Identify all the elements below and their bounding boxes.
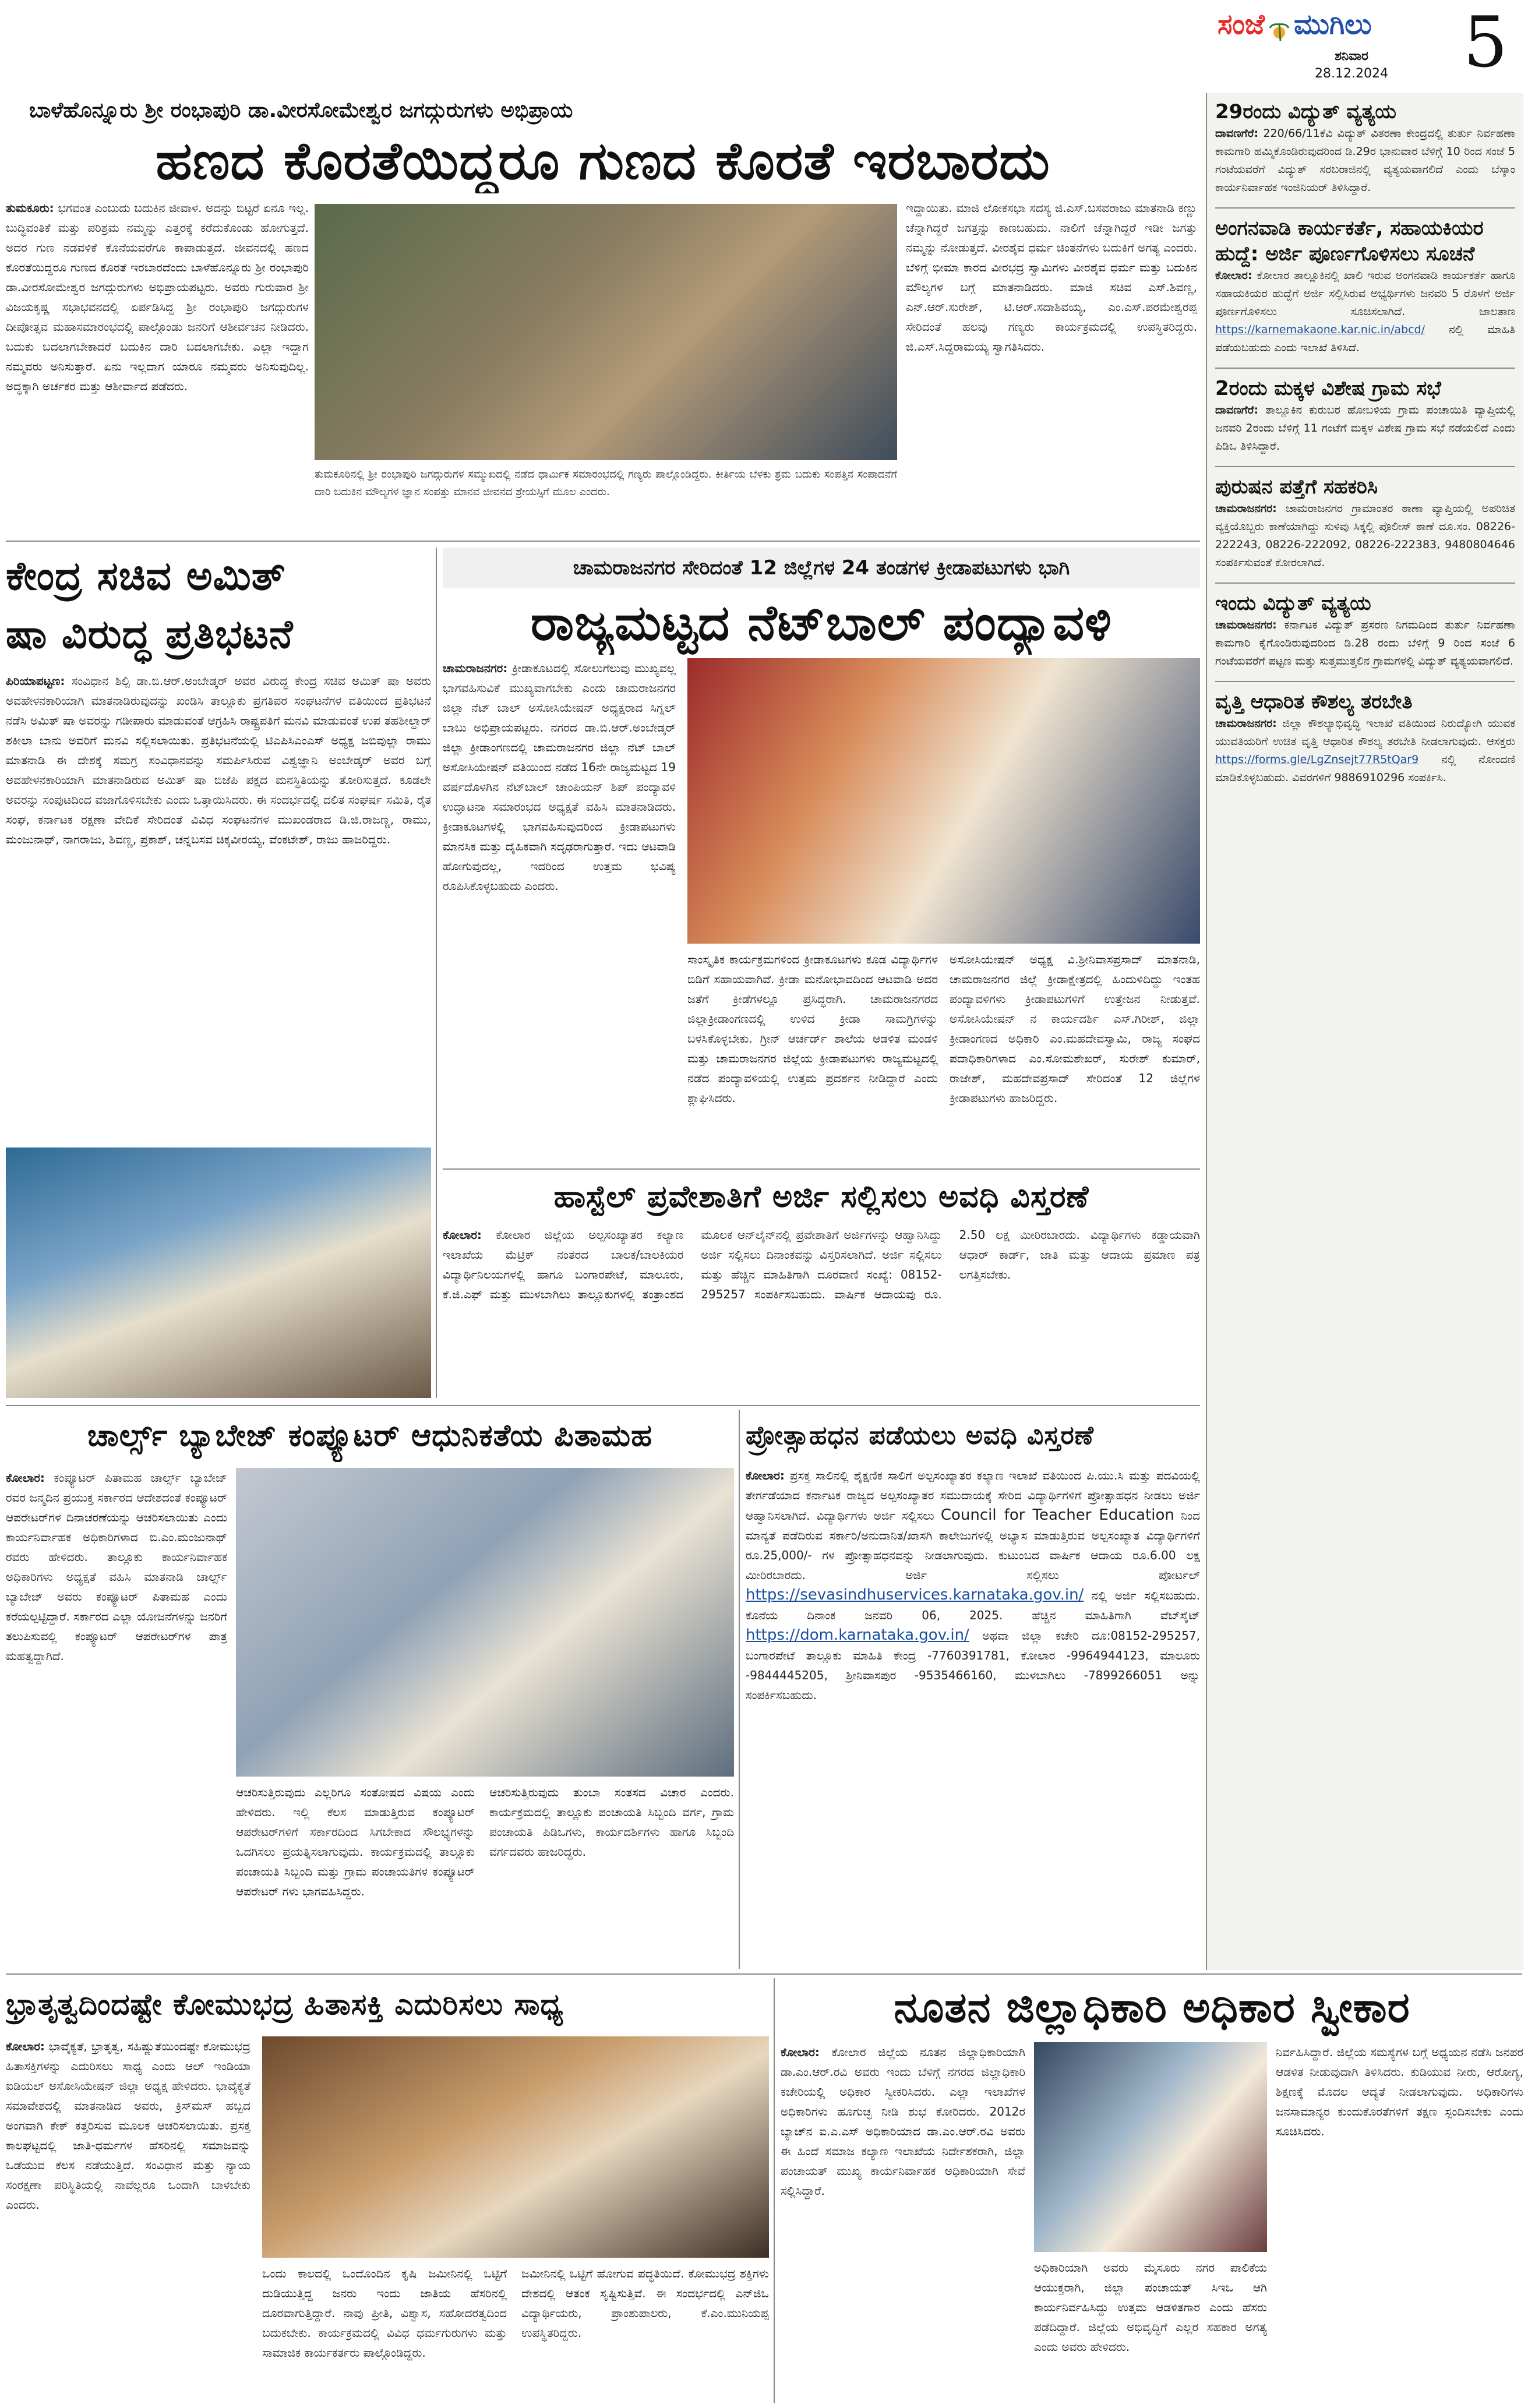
sidebar-item-dateline: ದಾವಣಗೆರೆ: xyxy=(1215,127,1259,140)
story6-link-dom[interactable]: https://dom.karnataka.gov.in/ xyxy=(746,1626,969,1644)
story3-col1-text: ಕ್ರೀಡಾಕೂಟದಲ್ಲಿ ಸೋಲುಗೆಲುವು ಮುಖ್ಯವಲ್ಲ ಭಾಗವಹಿಸುವಿಕೆ ಮುಖ್ಯವಾಗಬೇಕು ಎಂದು ಚಾಮರಾಜನಗರ ಜಿಲ್ಲಾ ನೆಟ್ ಬಾಲ್ ಅಸೋಸಿಯೇಷನ್ ಅಧ್ಯಕ್ಷರಾದ ಸಿಗ್ನಲ್ ಬಾಬು ಅಭಿಪ್ರಾಯಪಟ್ಟರು. ನಗರದ ಡಾ.ಬಿ.ಆರ್.ಅಂಬೇಡ್ಕರ್ ಜಿಲ್ಲಾ ಕ್ರೀಡಾಂಗಣದಲ್ಲಿ ಚಾಮರಾಜನಗರ ಜಿಲ್ಲಾ ನೆಟ್ ಬಾಲ್ ಅಸೋಸಿಯೇಷನ್ ವತಿಯಿಂದ ನಡೆದ 16ನೇ ರಾಜ್ಯಮಟ್ಟದ 19 ವರ್ಷದೊಳಗಿನ ನೆಟ್‌ಬಾಲ್ ಚಾಂಪಿಯನ್ ಶಿಪ್ ಪಂದ್ಯಾವಳಿ ಉದ್ಘಾಟನಾ ಸಮಾರಂಭದ ಅಧ್ಯಕ್ಷತೆ ವಹಿಸಿ ಮಾತನಾಡಿದರು. ಕ್ರೀಡಾಕೂಟಗಳಲ್ಲಿ ಭಾಗವಹಿಸುವುದರಿಂದ ಕ್ರೀಡಾಪಟುಗಳು ಮಾನಸಿಕ ಮತ್ತು ದೈಹಿಕವಾಗಿ ಸದೃಢರಾಗುತ್ತಾರೆ. ಇದು ಆಟವಾಡಿ ಹೋಗುವುದಲ್ಲ, ಇದರಿಂದ ಉತ್ತಮ ಭವಿಷ್ಯ ರೂಪಿಸಿಕೊಳ್ಳಬಹುದು ಎಂದರು. xyxy=(443,661,676,893)
logo-part1: ಸಂಜೆ xyxy=(1218,8,1265,41)
story6-council: Council for Teacher Education xyxy=(940,1506,1174,1524)
story7-col2: ಒಂದು ಕಾಲದಲ್ಲಿ ಒಂದೊಂದಿನ ಕೃಷಿ ಜಮೀನಿನಲ್ಲಿ ಒಟ್ಟಿಗೆ ದುಡಿಯುತ್ತಿದ್ದ ಜನರು ಇಂದು ಜಾತಿಯ ಹೆಸರಿನಲ್ಲಿ ದೂರವಾಗುತ್ತಿದ್ದಾರೆ. ನಾವು ಪ್ರೀತಿ, ವಿಶ್ವಾಸ, ಸಹೋದರತ್ವದಿಂದ ಬದುಕಬೇಕು. ಕಾರ್ಯಕ್ರಮದಲ್ಲಿ ವಿವಿಧ ಧರ್ಮಗುರುಗಳು ಮತ್ತು ಸಾಮಾಜಿಕ ಕಾರ್ಯಕರ್ತರು ಪಾಲ್ಗೊಂಡಿದ್ದರು. xyxy=(262,2266,507,2360)
sidebar-item-skill-training xyxy=(1215,689,1515,787)
story5-dateline: ಕೋಲಾರ: xyxy=(6,1471,45,1485)
sidebar-divider xyxy=(1215,582,1515,584)
sidebar-divider xyxy=(1215,466,1515,467)
story3-photo xyxy=(687,658,1200,944)
story5-col2: ಆಚರಿಸುತ್ತಿರುವುದು ಎಲ್ಲರಿಗೂ ಸಂತೋಷದ ವಿಷಯ ಎಂದು ಹೇಳಿದರು. ಇಲ್ಲಿ ಕೆಲಸ ಮಾಡುತ್ತಿರುವ ಕಂಪ್ಯೂಟರ್ ಆಪರೇಟರ್‌ಗಳಿಗೆ ಸರ್ಕಾರದಿಂದ ಸಿಗಬೇಕಾದ ಸೌಲಭ್ಯಗಳನ್ನು ಒದಗಿಸಲು ಪ್ರಯತ್ನಿಸಲಾಗುವುದು. ಕಾರ್ಯಕ್ರಮದಲ್ಲಿ ತಾಲ್ಲೂಕು ಪಂಚಾಯತಿ ಸಿಬ್ಬಂದಿ ಮತ್ತು ಗ್ರಾಮ ಪಂಚಾಯತಿಗಳ ಕಂಪ್ಯೂಟರ್ ಆಪರೇಟರ್ ಗಳು ಭಾಗವಹಿಸಿದ್ದರು. xyxy=(236,1785,475,1898)
sidebar-item-title: ಅಂಗನವಾಡಿ ಕಾರ್ಯಕರ್ತೆ, ಸಹಾಯಕಿಯರ ಹುದ್ದೆ: ಅರ್ಜಿ ಪೂರ್ಣಗೊಳಿಸಲು ಸೂಚನೆ xyxy=(1215,217,1484,266)
story2-photo xyxy=(6,1147,431,1398)
masthead-day: ಶನಿವಾರ xyxy=(1335,49,1368,63)
story4-body xyxy=(443,1225,1200,1400)
story7-headline: ಭ್ರಾತೃತ್ವದಿಂದಷ್ಟೇ ಕೋಮುಭದ್ರ ಹಿತಾಸಕ್ತಿ ಎದುರಿಸಲು ಸಾಧ್ಯ xyxy=(6,1987,564,2021)
story6-headline: ಪ್ರೋತ್ಸಾಹಧನ ಪಡೆಯಲು ಅವಧಿ ವಿಸ್ತರಣೆ xyxy=(746,1421,1094,1450)
sidebar-item-anganwadi xyxy=(1215,216,1515,357)
story1-dateline: ತುಮಕೂರು: xyxy=(6,201,54,215)
sidebar-item-text: ಚಾಮರಾಜನಗರ ಗ್ರಾಮಾಂತರ ಠಾಣಾ ವ್ಯಾಪ್ತಿಯಲ್ಲಿ ಅಪರಿಚಿತ ವ್ಯಕ್ತಿಯೊಬ್ಬರು ಕಾಣೆಯಾಗಿದ್ದು ಸುಳಿವು ಸಿಕ್ಕಲ್ಲಿ ಪೊಲೀಸ್ ಠಾಣೆ ದೂ.ಸಂ. 08226-222243, 08226-222092, 08226-222383, 9480804646 ಸಂಪರ್ಕಿಸುವಂತೆ ಕೋರಲಾಗಿದೆ. xyxy=(1215,502,1515,569)
story2-body xyxy=(6,671,431,1137)
story3-dateline: ಚಾಮರಾಜನಗರ: xyxy=(443,661,508,675)
story4-headline: ಹಾಸ್ಟೆಲ್ ಪ್ರವೇಶಾತಿಗೆ ಅರ್ಜಿ ಸಲ್ಲಿಸಲು ಅವಧಿ ವಿಸ್ತರಣೆ xyxy=(553,1180,1089,1214)
sidebar-item-body xyxy=(1215,125,1515,197)
sidebar-item-dateline: ಚಾಮರಾಜನಗರ: xyxy=(1215,619,1277,631)
story2-headline-line2: ಷಾ ವಿರುದ್ಧ ಪ್ರತಿಭಟನೆ xyxy=(6,612,294,658)
story1-kicker: ಬಾಳೆಹೊನ್ನೂರು ಶ್ರೀ ರಂಭಾಪುರಿ ಡಾ.ವೀರಸೋಮೇಶ್ವರ ಜಗದ್ಗುರುಗಳು ಅಭಿಪ್ರಾಯ xyxy=(29,98,573,122)
sidebar-item-text: ತಾಲ್ಲೂಕಿನ ಕುರುಬರ ಹೋಬಳಿಯ ಗ್ರಾಮ ಪಂಚಾಯಿತಿ ವ್ಯಾಪ್ತಿಯಲ್ಲಿ ಜನವರಿ 2ರಂದು ಬೆಳಿಗ್ಗೆ 11 ಗಂಟೆಗೆ ಮಕ್ಕಳ ವಿಶೇಷ ಗ್ರಾಮ ಸಭೆ ನಡೆಯಲಿದೆ ಎಂದು ಪಿಡಿಒ ತಿಳಿಸಿದ್ದಾರೆ. xyxy=(1215,404,1515,453)
sidebar xyxy=(1206,93,1523,1970)
story2-body-text: ಸಂವಿಧಾನ ಶಿಲ್ಪಿ ಡಾ.ಬಿ.ಆರ್.ಅಂಬೇಡ್ಕರ್ ಅವರ ವಿರುದ್ಧ ಕೇಂದ್ರ ಸಚಿವ ಅಮಿತ್ ಷಾ ಅವರು ಅವಹೇಳನಕಾರಿಯಾಗಿ ಮಾತನಾಡಿರುವುದನ್ನು ಖಂಡಿಸಿ ತಾಲ್ಲೂಕು ಪ್ರಗತಿಪರ ಸಂಘಟನೆಗಳ ವತಿಯಿಂದ ಪ್ರತಿಭಟನೆ ನಡೆಸಿ ಅಮಿತ್ ಷಾ ಅವರನ್ನು ಗಡೀಪಾರು ಮಾಡುವಂತೆ ಆಗ್ರಹಿಸಿ ರಾಷ್ಟ್ರಪತಿಗೆ ಮನವಿ ಮಾಡುವಂತೆ ಉಪ ತಹಶೀಲ್ದಾರ್ ಶಕೀಲಾ ಬಾನು ಅವರಿಗೆ ಮನವಿ ಸಲ್ಲಿಸಲಾಯಿತು. ಪ್ರತಿಭಟನೆಯಲ್ಲಿ ಟಿಎಪಿಸಿಎಂಎಸ್ ಅಧ್ಯಕ್ಷ ಜಬಿವುಲ್ಲಾ ರಾಮು ಮಾತನಾಡಿ ಈ ದೇಶಕ್ಕೆ ಸಮಗ್ರ ಸಂವಿಧಾನವನ್ನು ಸಮರ್ಪಿಸಿರುವ ವಿಶ್ವಜ್ಞಾನಿ ಅಂಬೇಡ್ಕರ್ ಅವರ ಬಗ್ಗೆ ಅವಹೇಳನಕಾರಿಯಾಗಿ ಮಾತನಾಡಿರುವ ಅಮಿತ್ ಷಾ ಬಿಜೆಪಿ ಪಕ್ಷದ ಮನಸ್ಥಿತಿಯನ್ನು ತೋರಿಸುತ್ತದೆ. ಕೂಡಲೇ ಅವರನ್ನು ಸಂಪುಟದಿಂದ ವಜಾಗೊಳಿಸಬೇಕು ಎಂದು ಒತ್ತಾಯಿಸಿದರು. ಈ ಸಂದರ್ಭದಲ್ಲಿ ದಲಿತ ಸಂಘರ್ಷ ಸಮಿತಿ, ರೈತ ಸಂಘ, ಕರ್ನಾಟಕ ರಕ್ಷಣಾ ವೇದಿಕೆ ಸೇರಿದಂತೆ ವಿವಿಧ ಸಂಘಟನೆಗಳ ಮುಖಂಡರಾದ ಡಿ.ಜಿ.ರಾಜಣ್ಣ, ರಾಮು, ಮಂಜುನಾಥ್, ನಾಗರಾಜು, ಶಿವಣ್ಣ, ಪ್ರಕಾಶ್, ಚನ್ನಬಸವ ಚಿಕ್ಕವೀರಯ್ಯ, ವೆಂಕಟೇಶ್, ರಾಜು ಹಾಜರಿದ್ದರು. xyxy=(6,674,431,846)
story5-col3: ಆಚರಿಸುತ್ತಿರುವುದು ತುಂಬಾ ಸಂತಸದ ವಿಚಾರ ಎಂದರು. ಕಾರ್ಯಕ್ರಮದಲ್ಲಿ ತಾಲ್ಲೂಕು ಪಂಚಾಯತಿ ಸಿಬ್ಬಂದಿ ವರ್ಗ, ಗ್ರಾಮ ಪಂಚಾಯತಿ ಪಿಡಿಒಗಳು, ಕಾರ್ಯದರ್ಶಿಗಳು ಹಾಗೂ ಸಿಬ್ಬಂದಿ ವರ್ಗದವರು ಹಾಜರಿದ್ದರು. xyxy=(489,1785,734,1859)
sidebar-item-dateline: ಚಾಮರಾಜನಗರ: xyxy=(1215,717,1277,730)
sidebar-item-dateline: ಕೋಲಾರ: xyxy=(1215,269,1252,282)
story1-col1 xyxy=(6,198,309,536)
sidebar-item-dateline: ಚಾಮರಾಜನಗರ: xyxy=(1215,502,1277,515)
divider-5v xyxy=(739,1410,740,1969)
sidebar-divider xyxy=(1215,207,1515,209)
sidebar-item-title: ಇಂದು ವಿದ್ಯುತ್ ವ್ಯತ್ಯಯ xyxy=(1215,592,1371,615)
palm-icon xyxy=(1268,20,1291,43)
divider-2v xyxy=(436,548,437,1398)
masthead-date: 28.12.2024 xyxy=(1315,66,1388,81)
story6-body4: ಅಥವಾ ಜಿಲ್ಲಾ ಕಚೇರಿ ದೂ:08152-295257, ಬಂಗಾರಪೇಟೆ ತಾಲ್ಲೂಕು ಮಾಹಿತಿ ಕೇಂದ್ರ -7760391781, ಕೋಲಾರ -9964944123, ಮಾಲೂರು -9844445205, ಶ್ರೀನಿವಾಸಪುರ -9535466160, ಮುಳಬಾಗಿಲು -7899266051 ಅನ್ನು ಸಂಪರ್ಕಿಸಬಹುದು. xyxy=(746,1629,1200,1702)
sidebar-divider xyxy=(1215,681,1515,682)
story5-photo xyxy=(236,1468,734,1777)
story7-col3: ಜಮೀನಿನಲ್ಲಿ ಒಟ್ಟಿಗೆ ಹೋಗುವ ಪದ್ಧತಿಯಿದೆ. ಕೋಮುಭದ್ರ ಶಕ್ತಿಗಳು ದೇಶದಲ್ಲಿ ಆತಂಕ ಸೃಷ್ಟಿಸುತ್ತಿವೆ. ಈ ಸಂದರ್ಭದಲ್ಲಿ ಎನ್‌ಜಿಒ ವಿದ್ಯಾರ್ಥಿಯರು, ಪ್ರಾಂಶುಪಾಲರು, ಕೆ.ಎಂ.ಮುನಿಯಪ್ಪ ಉಪಸ್ಥಿತರಿದ್ದರು. xyxy=(521,2266,769,2340)
story-4 xyxy=(443,1174,1200,1401)
story-3 xyxy=(443,548,1200,1165)
story1-headline: ಹಣದ ಕೊರತೆಯಿದ್ದರೂ ಗುಣದ ಕೊರತೆ ಇರಬಾರದು xyxy=(156,130,1050,192)
story8-col1 xyxy=(781,2042,1025,2403)
story6-link-sevasindhu[interactable]: https://sevasindhuservices.karnataka.gov.in/ xyxy=(746,1586,1084,1604)
story7-dateline: ಕೋಲಾರ: xyxy=(6,2039,45,2053)
story8-dateline: ಕೋಲಾರ: xyxy=(781,2045,820,2059)
sidebar-item-text: ಜಿಲ್ಲಾ ಕೌಶಲ್ಯಾಭಿವೃದ್ಧಿ ಇಲಾಖೆ ವತಿಯಿಂದ ನಿರುದ್ಯೋಗಿ ಯುವಕ ಯುವತಿಯರಿಗೆ ಉಚಿತ ವೃತ್ತಿ ಆಧಾರಿತ ಕೌಶಲ್ಯ ತರಬೇತಿ ನೀಡಲಾಗುವುದು. ಆಸಕ್ತರು xyxy=(1215,717,1516,748)
story8-photo xyxy=(1034,2042,1267,2252)
sidebar-item-title: ವೃತ್ತಿ ಆಧಾರಿತ ಕೌಶಲ್ಯ ತರಬೇತಿ xyxy=(1215,690,1413,714)
story5-col1 xyxy=(6,1468,227,1969)
story8-col3: ನಿರ್ವಹಿಸಿದ್ದಾರೆ. ಜಿಲ್ಲೆಯ ಸಮಸ್ಯೆಗಳ ಬಗ್ಗೆ ಅಧ್ಯಯನ ನಡೆಸಿ ಜನಪರ ಆಡಳಿತ ನೀಡುವುದಾಗಿ ತಿಳಿಸಿದರು. ಕುಡಿಯುವ ನೀರು, ಆರೋಗ್ಯ, ಶಿಕ್ಷಣಕ್ಕೆ ಮೊದಲ ಆದ್ಯತೆ ನೀಡಲಾಗುವುದು. ಅಧಿಕಾರಿಗಳು ಜನಸಾಮಾನ್ಯರ ಕುಂದುಕೊರತೆಗಳಿಗೆ ತಕ್ಷಣ ಸ್ಪಂದಿಸಬೇಕು ಎಂದು ಸೂಚಿಸಿದರು. xyxy=(1276,2045,1523,2138)
story1-col-right: ಇದ್ದಾಯಿತು. ಮಾಜಿ ಲೋಕಸಭಾ ಸದಸ್ಯ ಜಿ.ಎಸ್.ಬಸವರಾಜು ಮಾತನಾಡಿ ಕಣ್ಣು ಚೆನ್ನಾಗಿದ್ದರೆ ಜಗತ್ತನ್ನು ಕಾಣಬಹುದು. ನಾಲಿಗೆ ಚೆನ್ನಾಗಿದ್ದರೆ ಇಡೀ ಜಗತ್ತು ನಮ್ಮನ್ನು ನೋಡುತ್ತದೆ. ವೀರಶೈವ ಧರ್ಮ ಚಿಂತನೆಗಳು ಬದುಕಿಗೆ ಅಗತ್ಯ ಎಂದರು. ಬೆಳಿಗ್ಗೆ ಭೀಮಾ ಕಾರದ ವೀರಭದ್ರ ಸ್ವಾಮಿಗಳು ವೀರಶೈವ ಧರ್ಮ ಮತ್ತು ಬದುಕಿನ ಮೌಲ್ಯಗಳ ಬಗ್ಗೆ ಮಾತನಾಡಿದರು. ಮಾಜಿ ಸಚಿವ ಎಸ್.ಶಿವಣ್ಣ, ಎನ್.ಆರ್.ಸುರೇಶ್, ಟಿ.ಆರ್.ಸದಾಶಿವಯ್ಯ, ಎಂ.ಎಸ್.ಪರಮೇಶ್ವರಪ್ಪ ಸೇರಿದಂತೆ ಹಲವು ಗಣ್ಯರು ಕಾರ್ಯಕ್ರಮದಲ್ಲಿ ಉಪಸ್ಥಿತರಿದ್ದರು. ಜಿ.ಎಸ್.ಸಿದ್ದರಾಮಯ್ಯ ಸ್ವಾಗತಿಸಿದರು. xyxy=(906,201,1197,354)
sidebar-item-title: 29ರಂದು ವಿದ್ಯುತ್ ವ್ಯತ್ಯಯ xyxy=(1215,100,1396,123)
sidebar-divider xyxy=(1215,368,1515,369)
sidebar-item-title: 2ರಂದು ಮಕ್ಕಳ ವಿಶೇಷ ಗ್ರಾಮ ಸಭೆ xyxy=(1215,377,1441,400)
story8-col1-text: ಕೋಲಾರ ಜಿಲ್ಲೆಯ ನೂತನ ಜಿಲ್ಲಾಧಿಕಾರಿಯಾಗಿ ಡಾ.ಎಂ.ಆರ್.ರವಿ ಅವರು ಇಂದು ಬೆಳಿಗ್ಗೆ ನಗರದ ಜಿಲ್ಲಾಧಿಕಾರಿ ಕಚೇರಿಯಲ್ಲಿ ಅಧಿಕಾರ ಸ್ವೀಕರಿಸಿದರು. ಎಲ್ಲಾ ಇಲಾಖೆಗಳ ಅಧಿಕಾರಿಗಳು ಹೂಗುಚ್ಛ ನೀಡಿ ಶುಭ ಕೋರಿದರು. 2012ರ ಬ್ಯಾಚ್‌ನ ಐ.ಎ.ಎಸ್ ಅಧಿಕಾರಿಯಾದ ಡಾ.ಎಂ.ಆರ್.ರವಿ ಅವರು ಈ ಹಿಂದೆ ಸಮಾಜ ಕಲ್ಯಾಣ ಇಲಾಖೆಯ ನಿರ್ದೇಶಕರಾಗಿ, ಜಿಲ್ಲಾ ಪಂಚಾಯತ್ ಮುಖ್ಯ ಕಾರ್ಯನಿರ್ವಾಹಕ ಅಧಿಕಾರಿಯಾಗಿ ಸೇವೆ ಸಲ್ಲಿಸಿದ್ದಾರೆ. xyxy=(781,2045,1025,2198)
story5-headline: ಚಾರ್ಲ್ಸ್ ಬ್ಯಾಬೇಜ್ ಕಂಪ್ಯೂಟರ್ ಆಧುನಿಕತೆಯ ಪಿತಾಮಹ xyxy=(87,1418,653,1453)
sidebar-item-text: ಕರ್ನಾಟಕ ವಿದ್ಯುತ್ ಪ್ರಸರಣ ನಿಗಮದಿಂದ ತುರ್ತು ನಿರ್ವಹಣಾ ಕಾಮಗಾರಿ ಕೈಗೊಂಡಿರುವುದರಿಂದ ಡಿ.28 ರಂದು ಬೆಳಿಗ್ಗೆ 9 ರಿಂದ ಸಂಜೆ 6 ಗಂಟೆಯವರೆಗೆ ಪಟ್ಟಣ ಮತ್ತು ಸುತ್ತಮುತ್ತಲಿನ ಗ್ರಾಮಗಳಲ್ಲಿ ವಿದ್ಯುತ್ ವ್ಯತ್ಯಯವಾಗಲಿದೆ. xyxy=(1215,619,1515,668)
sidebar-item-power-cut-29 xyxy=(1215,99,1515,197)
masthead xyxy=(0,0,1528,87)
story-6 xyxy=(746,1410,1200,1969)
story2-dateline: ಪಿರಿಯಾಪಟ್ಟಣ: xyxy=(6,674,65,688)
story3-headline: ರಾಜ್ಯಮಟ್ಟದ ನೆಟ್‌ಬಾಲ್ ಪಂದ್ಯಾವಳಿ xyxy=(531,594,1112,651)
divider-4 xyxy=(6,1405,1200,1406)
sidebar-item-body xyxy=(1215,500,1515,572)
story1-col1-text: ಭಗವಂತ ಎಂಬುದು ಬದುಕಿನ ಜೀವಾಳ. ಅದನ್ನು ಬಿಟ್ಟರೆ ಏನೂ ಇಲ್ಲ. ಬುದ್ಧಿವಂತಿಕೆ ಮತ್ತು ಪರಿಶ್ರಮ ನಮ್ಮನ್ನು ಎತ್ತರಕ್ಕೆ ಕರೆದುಕೊಂಡು ಹೋಗುತ್ತದೆ. ಅದರ ಗುಣ ನಡವಳಿಕೆ ಕೊನೆಯವರೆಗೂ ಕಾಪಾಡುತ್ತದೆ. ಜೀವನದಲ್ಲಿ ಹಣದ ಕೊರತೆಯಿದ್ದರೂ ಗುಣದ ಕೊರತೆ ಇರಬಾರದೆಂದು ಬಾಳೆಹೊನ್ನೂರು ಶ್ರೀ ರಂಭಾಪುರಿ ಡಾ.ವೀರಸೋಮೇಶ್ವರ ಜಗದ್ಗುರುಗಳು ಅಭಿಪ್ರಾಯಪಟ್ಟರು. ಅವರು ಗುರುವಾರ ಶ್ರೀ ವಿಜಯಕೃಷ್ಣ ಸಭಾಭವನದಲ್ಲಿ ಏರ್ಪಡಿಸಿದ್ದ ಶ್ರೀ ರಂಭಾಪುರಿ ಜಗದ್ಗುರುಗಳ ದೀಪೋತ್ಸವ ಮಹಾಸಮಾರಂಭದಲ್ಲಿ ಪಾಲ್ಗೊಂಡು ಜನರಿಗೆ ಆಶೀರ್ವಚನ ನೀಡಿದರು. ಬದುಕು ಬದಲಾಗಬೇಕಾದರೆ ಬದುಕಿನ ದಾರಿ ಬದಲಾಗಬೇಕು. ಎಲ್ಲಾ ಇದ್ದಾಗ ನಮ್ಮವರು ಅನಿಸುತ್ತಾರೆ. ಏನು ಇಲ್ಲದಾಗ ಯಾರೂ ನಮ್ಮವರು ಅನಿಸುವುದಿಲ್ಲ. ಅದ್ಧಕ್ಕಾಗಿ ಅರ್ಚಕರ ಮತ್ತು ಆಶೀರ್ವಾದ ಪಡೆದರು. xyxy=(6,201,309,393)
sidebar-item-link[interactable]: https://forms.gle/LgZnsejt77R5tQar9 xyxy=(1215,753,1419,766)
story6-dateline: ಕೋಲಾರ: xyxy=(746,1468,785,1482)
divider-7v xyxy=(774,1978,775,2403)
story7-photo xyxy=(262,2036,769,2258)
story-8 xyxy=(781,1978,1523,2403)
sidebar-item-link[interactable]: https://karnemakaone.kar.nic.in/abcd/ xyxy=(1215,323,1425,336)
story-1 xyxy=(6,93,1200,536)
story3-col1 xyxy=(443,658,676,1165)
sidebar-item-text: ಕೋಲಾರ ತಾಲ್ಲೂಕಿನಲ್ಲಿ ಖಾಲಿ ಇರುವ ಅಂಗನವಾಡಿ ಕಾರ್ಯಕರ್ತೆ ಹಾಗೂ ಸಹಾಯಕಿಯರ ಹುದ್ದೆಗೆ ಅರ್ಜಿ ಸಲ್ಲಿಸಿರುವ ಅಭ್ಯರ್ಥಿಗಳು ಜನವರಿ 5 ರೊಳಗೆ ಅರ್ಜಿ ಪೂರ್ಣಗೊಳಿಸಲು ಸೂಚಿಸಲಾಗಿದೆ. ಜಾಲತಾಣ xyxy=(1215,269,1516,318)
story3-col3: ಅಸೋಸಿಯೇಷನ್ ಅಧ್ಯಕ್ಷ ವಿ.ಶ್ರೀನಿವಾಸಪ್ರಸಾದ್ ಮಾತನಾಡಿ, ಚಾಮರಾಜನಗರ ಜಿಲ್ಲೆ ಕ್ರೀಡಾಕ್ಷೇತ್ರದಲ್ಲಿ ಹಿಂದುಳಿದಿದ್ದು ಇಂತಹ ಪಂದ್ಯಾವಳಿಗಳು ಕ್ರೀಡಾಪಟುಗಳಿಗೆ ಉತ್ತೇಜನ ನೀಡುತ್ತವೆ. ಅಸೋಸಿಯೇಷನ್ ನ ಕಾರ್ಯದರ್ಶಿ ಎಸ್.ಗಿರೀಶ್, ಜಿಲ್ಲಾ ಕ್ರೀಡಾಂಗಣದ ಅಧಿಕಾರಿ ಎಂ.ಮಹದೇವಸ್ವಾಮಿ, ರಾಜ್ಯ ಸಂಘದ ಪದಾಧಿಕಾರಿಗಳಾದ ಎಂ.ಸೋಮಶೇಖರ್, ಸುರೇಶ್ ಕುಮಾರ್, ರಾಜೇಶ್, ಮಹದೇವಪ್ರಸಾದ್ ಸೇರಿದಂತೆ 12 ಜಿಲ್ಲೆಗಳ ಕ್ರೀಡಾಪಟುಗಳು ಹಾಜರಿದ್ದರು. xyxy=(950,952,1200,1105)
story2-headline-line1: ಕೇಂದ್ರ ಸಚಿವ ಅಮಿತ್ xyxy=(6,553,286,599)
story6-body-text: ಪ್ರಸಕ್ತ ಸಾಲಿನಲ್ಲಿ ಶೈಕ್ಷಣಿಕ ಸಾಲಿಗೆ ಅಲ್ಪಸಂಖ್ಯಾತರ ಕಲ್ಯಾಣ ಇಲಾಖೆ ವತಿಯಿಂದ ಪಿ.ಯು.ಸಿ ಮತ್ತು ಪದವಿಯಲ್ಲಿ ತೇರ್ಗಡೆಯಾದ ಕರ್ನಾಟಕ ರಾಜ್ಯದ ಅಲ್ಪಸಂಖ್ಯಾತರ ಸಮುದಾಯಕ್ಕೆ ಸೇರಿದ ವಿದ್ಯಾರ್ಥಿಗಳಿಗೆ ಪ್ರೋತ್ಸಾಹಧನ ನೀಡಲು ಅರ್ಜಿ ಆಹ್ವಾನಿಸಲಾಗಿದೆ. ವಿದ್ಯಾರ್ಥಿಗಳು ಅರ್ಜಿ ಸಲ್ಲಿಸಲು xyxy=(746,1468,1200,1523)
sidebar-item-title: ಪುರುಷನ ಪತ್ತೆಗೆ ಸಹಕರಿಸಿ xyxy=(1215,475,1378,499)
masthead-logo xyxy=(1218,8,1439,49)
divider-6 xyxy=(6,1973,1522,1975)
sidebar-item-body xyxy=(1215,715,1515,787)
story-5 xyxy=(6,1410,734,1969)
sidebar-item-children-gram-sabha xyxy=(1215,376,1515,456)
story8-headline: ನೂತನ ಜಿಲ್ಲಾಧಿಕಾರಿ ಅಧಿಕಾರ ಸ್ವೀಕಾರ xyxy=(894,1983,1410,2032)
sidebar-item-body xyxy=(1215,267,1515,357)
story3-kicker: ಚಾಮರಾಜನಗರ ಸೇರಿದಂತೆ 12 ಜಿಲ್ಲೆಗಳ 24 ತಂಡಗಳ ಕ್ರೀಡಾಪಟುಗಳು ಭಾಗಿ xyxy=(443,548,1200,588)
sidebar-item-missing-person xyxy=(1215,474,1515,572)
story7-col1 xyxy=(6,2036,250,2403)
sidebar-item-power-cut-today xyxy=(1215,591,1515,670)
story4-dateline: ಕೋಲಾರ: xyxy=(443,1228,482,1242)
story1-caption: ತುಮಕೂರಿನಲ್ಲಿ ಶ್ರೀ ರಂಭಾಪುರಿ ಜಗದ್ಗುರುಗಳ ಸಮ್ಮುಖದಲ್ಲಿ ನಡೆದ ಧಾರ್ಮಿಕ ಸಮಾರಂಭದಲ್ಲಿ ಗಣ್ಯರು ಪಾಲ್ಗೊಂಡಿದ್ದರು. ಕೀರ್ತಿಯ ಬೆಳಕು ಶ್ರಮ ಬದುಕು ಸಂಪತ್ತಿನ ಸಂಪಾದನೆಗೆ ದಾರಿ ಬದುಕಿನ ಮೌಲ್ಯಗಳ ಜ್ಞಾನ ಸಂಪತ್ತು ಮಾನವ ಜೀವನದ ಶ್ರೇಯಸ್ಸಿಗೆ ಮೂಲ ಎಂದರು. xyxy=(315,468,897,498)
story3-col2: ಸಾಂಸ್ಕೃತಿಕ ಕಾರ್ಯಕ್ರಮಗಳಿಂದ ಕ್ರೀಡಾಕೂಟಗಳು ಕೂಡ ವಿದ್ಯಾರ್ಥಿಗಳ ಬಿಡಿಗೆ ಸಹಾಯವಾಗಿವೆ. ಕ್ರೀಡಾ ಮನೋಭಾವದಿಂದ ಆಟವಾಡಿ ಅದರ ಜತೆಗೆ ಕ್ರೀಡೆಗಳಲ್ಲೂ ಪ್ರಸಿದ್ಧರಾಗಿ. ಚಾಮರಾಜನಗರದ ಜಿಲ್ಲಾಕ್ರೀಡಾಂಗಣದಲ್ಲಿ ಉಳಿದ ಕ್ರೀಡಾ ಸಾಮಗ್ರಿಗಳನ್ನು ಬಳಸಿಕೊಳ್ಳಬೇಕು. ಗ್ರೀನ್ ಆರ್ಚರ್ಡ್ ಶಾಲೆಯ ಆಡಳಿತ ಮಂಡಳಿ ಮತ್ತು ಚಾಮರಾಜನಗರ ಜಿಲ್ಲೆಯ ಕ್ರೀಡಾಪಟುಗಳು ರಾಜ್ಯಮಟ್ಟದಲ್ಲಿ ನಡೆದ ಪಂದ್ಯಾವಳಿಯಲ್ಲಿ ಉತ್ತಮ ಪ್ರದರ್ಶನ ನೀಡಿದ್ದಾರೆ ಎಂದು ಶ್ಲಾಘಿಸಿದರು. xyxy=(687,952,938,1105)
sidebar-item-text2: ನಲ್ಲಿ ನೋಂದಣಿ ಮಾಡಿಕೊಳ್ಳಬಹುದು. ವಿವರಗಳಿಗೆ 9886910296 ಸಂಪರ್ಕಿಸಿ. xyxy=(1215,753,1516,784)
story6-body3: ನಲ್ಲಿ ಅರ್ಜಿ ಸಲ್ಲಿಸಬಹುದು. ಕೊನೆಯ ದಿನಾಂಕ ಜನವರಿ 06, 2025. ಹೆಚ್ಚಿನ ಮಾಹಿತಿಗಾಗಿ ವೆಬ್‌ಸೈಟ್ xyxy=(746,1588,1200,1622)
divider-1 xyxy=(6,541,1200,542)
sidebar-item-body xyxy=(1215,401,1515,456)
story6-body xyxy=(746,1466,1200,1969)
story5-col1-text: ಕಂಪ್ಯೂಟರ್ ಪಿತಾಮಹ ಚಾರ್ಲ್ಸ್ ಬ್ಯಾಬೇಜ್ ರವರ ಜನ್ಮದಿನ ಪ್ರಯುಕ್ತ ಸರ್ಕಾರದ ಆದೇಶದಂತೆ ಕಂಪ್ಯೂಟರ್ ಆಪರೇಟರ್‌ಗಳ ದಿನಾಚರಣೆಯನ್ನು ಆಚರಿಸಲಾಯಿತು ಎಂದು ಕಾರ್ಯನಿರ್ವಾಹಕ ಅಧಿಕಾರಿಗಳಾದ ಬಿ.ಎಂ.ಮಂಜುನಾಥ್ ರವರು ಹೇಳಿದರು. ತಾಲ್ಲೂಕು ಕಾರ್ಯನಿರ್ವಾಹಕ ಅಧಿಕಾರಿಗಳು ಅಧ್ಯಕ್ಷತೆ ವಹಿಸಿ ಮಾತನಾಡಿ ಚಾರ್ಲ್ಸ್ ಬ್ಯಾಬೇಜ್ ಅವರು ಕಂಪ್ಯೂಟರ್ ಪಿತಾಮಹ ಎಂದು ಕರೆಯಲ್ಪಟ್ಟಿದ್ದಾರೆ. ಸರ್ಕಾರದ ಎಲ್ಲಾ ಯೋಜನೆಗಳನ್ನು ಜನರಿಗೆ ತಲುಪಿಸುವಲ್ಲಿ ಕಂಪ್ಯೂಟರ್ ಆಪರೇಟರ್‌ಗಳ ಪಾತ್ರ ಮಹತ್ವದ್ದಾಗಿದೆ. xyxy=(6,1471,227,1663)
sidebar-item-body xyxy=(1215,616,1515,670)
story6-body2: ನಿಂದ ಮಾನ್ಯತೆ ಪಡೆದಿರುವ ಸರ್ಕಾರಿ/ಅನುದಾನಿತ/ಖಾಸಗಿ ಕಾಲೇಜುಗಳಲ್ಲಿ ಅಭ್ಯಾಸ ಮಾಡುತ್ತಿರುವ ಅಲ್ಪಸಂಖ್ಯಾತ ವಿದ್ಯಾರ್ಥಿಗಳಿಗೆ ರೂ.25,000/- ಗಳ ಪ್ರೋತ್ಸಾಹಧನವನ್ನು ನೀಡಲಾಗುವುದು. ಕುಟುಂಬದ ವಾರ್ಷಿಕ ಆದಾಯ ರೂ.6.00 ಲಕ್ಷ ಮೀರಿರಬಾರದು. ಅರ್ಜಿ ಸಲ್ಲಿಸಲು ಪೋರ್ಟಲ್ xyxy=(746,1509,1200,1582)
sidebar-item-dateline: ದಾವಣಗೆರೆ: xyxy=(1215,404,1259,416)
sidebar-item-text: 220/66/11ಕೆವಿ ವಿದ್ಯುತ್ ವಿತರಣಾ ಕೇಂದ್ರದಲ್ಲಿ ತುರ್ತು ನಿರ್ವಹಣಾ ಕಾಮಗಾರಿ ಹಮ್ಮಿಕೊಂಡಿರುವುದರಿಂದ ಡಿ.29ರ ಭಾನುವಾರ ಬೆಳಿಗ್ಗೆ 10 ರಿಂದ ಸಂಜೆ 5 ಗಂಟೆಯವರೆಗೆ ವಿದ್ಯುತ್ ಸರಬರಾಜಿನಲ್ಲಿ ವ್ಯತ್ಯಯವಾಗಲಿದೆ ಎಂದು ಬೆಸ್ಕಾಂ ಕಾರ್ಯನಿರ್ವಾಹಕ ಇಂಜಿನಿಯರ್ ತಿಳಿಸಿದ್ದಾರೆ. xyxy=(1215,127,1515,194)
story-2 xyxy=(6,548,431,1398)
page-number: 5 xyxy=(1463,2,1508,83)
logo-part2: ಮುಗಿಲು xyxy=(1294,8,1372,41)
story1-photo xyxy=(315,204,897,460)
story-7 xyxy=(6,1978,769,2403)
story8-col2: ಅಧಿಕಾರಿಯಾಗಿ ಅವರು ಮೈಸೂರು ನಗರ ಪಾಲಿಕೆಯ ಆಯುಕ್ತರಾಗಿ, ಜಿಲ್ಲಾ ಪಂಚಾಯತ್ ಸಿಇಒ ಆಗಿ ಕಾರ್ಯನಿರ್ವಹಿಸಿದ್ದು ಉತ್ತಮ ಆಡಳಿತಗಾರ ಎಂದು ಹೆಸರು ಪಡೆದಿದ್ದಾರೆ. ಜಿಲ್ಲೆಯ ಅಭಿವೃದ್ಧಿಗೆ ಎಲ್ಲರ ಸಹಕಾರ ಅಗತ್ಯ ಎಂದು ಅವರು ಹೇಳಿದರು. xyxy=(1034,2261,1267,2354)
sidebar-item-text2: ನಲ್ಲಿ ಮಾಹಿತಿ ಪಡೆಯಬಹುದು ಎಂದು ಇಲಾಖೆ ತಿಳಿಸಿದೆ. xyxy=(1215,323,1515,354)
story4-body-text: ಕೋಲಾರ ಜಿಲ್ಲೆಯ ಅಲ್ಪಸಂಖ್ಯಾತರ ಕಲ್ಯಾಣ ಇಲಾಖೆಯ ಮೆಟ್ರಿಕ್ ನಂತರದ ಬಾಲಕ/ಬಾಲಕಿಯರ ವಿದ್ಯಾರ್ಥಿನಿಲಯಗಳಲ್ಲಿ ಹಾಗೂ ಬಂಗಾರಪೇಟೆ, ಮಾಲೂರು, ಕೆ.ಜಿ.ಎಫ್ ಮತ್ತು ಮುಳಬಾಗಿಲು ತಾಲ್ಲೂಕುಗಳಲ್ಲಿ ತಂತ್ರಾಂಶದ ಮೂಲಕ ಆನ್‌ಲೈನ್‌ನಲ್ಲಿ ಪ್ರವೇಶಾತಿಗೆ ಅರ್ಜಿಗಳನ್ನು ಆಹ್ವಾನಿಸಿದ್ದು ಅರ್ಜಿ ಸಲ್ಲಿಸಲು ದಿನಾಂಕವನ್ನು ವಿಸ್ತರಿಸಲಾಗಿದೆ. ಅರ್ಜಿ ಸಲ್ಲಿಸಲು ಮತ್ತು ಹೆಚ್ಚಿನ ಮಾಹಿತಿಗಾಗಿ ದೂರವಾಣಿ ಸಂಖ್ಯೆ: 08152-295257 ಸಂಪರ್ಕಿಸಬಹುದು. ವಾರ್ಷಿಕ ಆದಾಯವು ರೂ. 2.50 ಲಕ್ಷ ಮೀರಿರಬಾರದು. ವಿದ್ಯಾರ್ಥಿಗಳು ಕಡ್ಡಾಯವಾಗಿ ಆಧಾರ್ ಕಾರ್ಡ್, ಜಾತಿ ಮತ್ತು ಆದಾಯ ಪ್ರಮಾಣ ಪತ್ರ ಲಗತ್ತಿಸಬೇಕು. xyxy=(443,1228,1200,1301)
divider-3 xyxy=(443,1168,1200,1170)
story7-col1-text: ಭಾವೈಕ್ಯತೆ, ಭ್ರಾತೃತ್ವ, ಸಹಿಷ್ಣುತೆಯಿಂದಷ್ಟೇ ಕೋಮುಭದ್ರ ಹಿತಾಸಕ್ತಿಗಳನ್ನು ಎದುರಿಸಲು ಸಾಧ್ಯ ಎಂದು ಆಲ್ ಇಂಡಿಯಾ ಐಡಿಯಲ್ ಅಸೋಸಿಯೇಷನ್ ಜಿಲ್ಲಾ ಅಧ್ಯಕ್ಷ ಹೇಳಿದರು. ಭಾವೈಕ್ಯತೆ ಸಮಾವೇಶದಲ್ಲಿ ಮಾತನಾಡಿದ ಅವರು, ಕ್ರಿಸ್‌ಮಸ್ ಹಬ್ಬದ ಅಂಗವಾಗಿ ಕೇಕ್ ಕತ್ತರಿಸುವ ಮೂಲಕ ಆಚರಿಸಲಾಯಿತು. ಪ್ರಸಕ್ತ ಕಾಲಘಟ್ಟದಲ್ಲಿ ಜಾತಿ-ಧರ್ಮಗಳ ಹೆಸರಿನಲ್ಲಿ ಸಮಾಜವನ್ನು ಒಡೆಯುವ ಕೆಲಸ ನಡೆಯುತ್ತಿದೆ. ಸಂವಿಧಾನ ಮತ್ತು ನ್ಯಾಯ ಸಂರಕ್ಷಣಾ ಪರಿಸ್ಥಿತಿಯಲ್ಲಿ ನಾವೆಲ್ಲರೂ ಒಂದಾಗಿ ಬಾಳಬೇಕು ಎಂದರು. xyxy=(6,2039,250,2212)
